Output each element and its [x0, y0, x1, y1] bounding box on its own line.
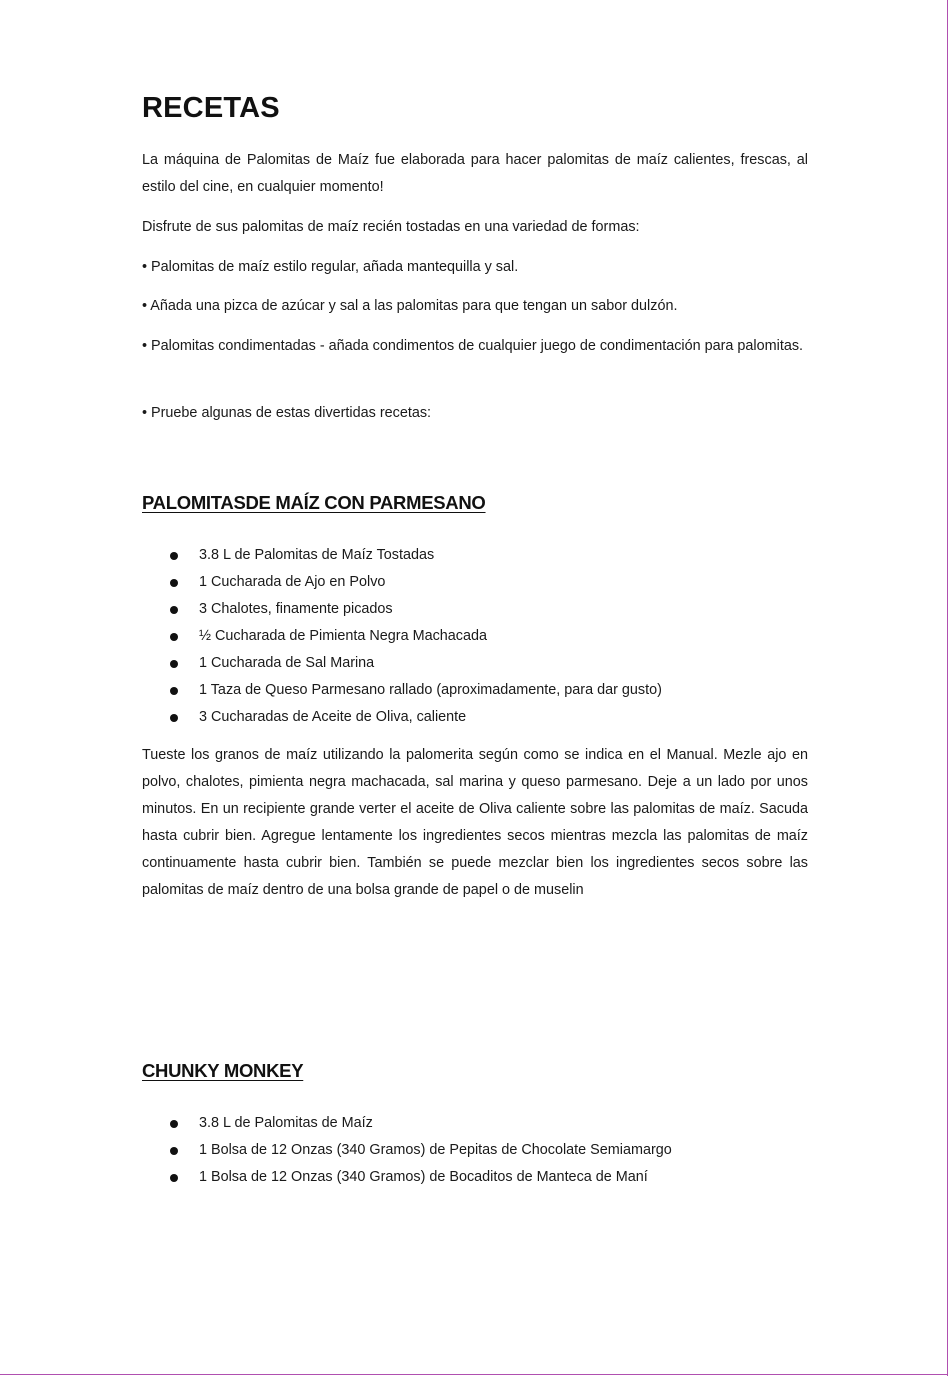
intro-bullet-regular: • Palomitas de maíz estilo regular, añada mantequilla y sal.	[142, 259, 519, 275]
bullet-icon	[170, 1147, 178, 1155]
intro-bullet-seasoned: • Palomitas condimentadas - añada condimentos de cualquier juego de condimentación para palomitas.	[142, 338, 804, 354]
recipe-chunky-monkey-heading: CHUNKY MONKEY	[142, 1060, 304, 1081]
bullet-icon	[170, 660, 178, 668]
recipe-chunky-monkey-ingredients	[142, 1110, 782, 1191]
bullet-icon	[170, 633, 178, 641]
bullet-icon	[170, 714, 178, 722]
page-border-right	[947, 0, 948, 1376]
recipe-parmesan-heading: PALOMITASDE MAÍZ CON PARMESANO	[142, 492, 486, 513]
bullet-icon	[170, 687, 178, 695]
list-item: 1 Cucharada de Ajo en Polvo	[142, 569, 782, 596]
page-title: RECETAS	[142, 92, 280, 124]
page-border-bottom	[0, 1374, 948, 1375]
bullet-icon	[170, 552, 178, 560]
list-item: 3.8 L de Palomitas de Maíz Tostadas	[142, 542, 782, 569]
list-item: 1 Bolsa de 12 Onzas (340 Gramos) de Pepitas de Chocolate Semiamargo	[142, 1137, 782, 1164]
intro-bullet-sweet: • Añada una pizca de azúcar y sal a las palomitas para que tengan un sabor dulzón.	[142, 298, 678, 314]
list-item: 1 Cucharada de Sal Marina	[142, 650, 782, 677]
list-item: 3 Cucharadas de Aceite de Oliva, caliente	[142, 704, 782, 731]
recipe-parmesan-ingredients	[142, 542, 782, 731]
bullet-icon	[170, 1120, 178, 1128]
intro-paragraph-2: Disfrute de sus palomitas de maíz recién tostadas en una variedad de formas:	[142, 219, 640, 235]
bullet-icon	[170, 1174, 178, 1182]
recipe-parmesan-steps: Tueste los granos de maíz utilizando la palomerita según como se indica en el Manual. Mezle ajo en polvo, chalotes, pimienta negra machacada, sal marina y queso parmesano. Deje a un lado por unos minutos. En un recipiente grande verter el aceite de Oliva caliente sobre las palomitas de maíz. Sacuda hasta cubrir bien. Agregue lentamente los ingredientes secos mientras mezcla las palomitas de maíz continuamente hasta cubrir bien. También se puede mezclar bien los ingredientes secos sobre las palomitas de maíz dentro de una bolsa grande de papel o de muselin	[142, 747, 808, 898]
list-item: 1 Taza de Queso Parmesano rallado (aproximadamente, para dar gusto)	[142, 677, 782, 704]
list-item: 3.8 L de Palomitas de Maíz	[142, 1110, 782, 1137]
intro-paragraph-1: La máquina de Palomitas de Maíz fue elaborada para hacer palomitas de maíz calientes, frescas, al estilo del cine, en cualquier momento!	[142, 152, 808, 195]
bullet-icon	[170, 579, 178, 587]
intro-bullet-recipes: • Pruebe algunas de estas divertidas recetas:	[142, 405, 432, 421]
list-item: ½ Cucharada de Pimienta Negra Machacada	[142, 623, 782, 650]
bullet-icon	[170, 606, 178, 614]
list-item: 1 Bolsa de 12 Onzas (340 Gramos) de Bocaditos de Manteca de Maní	[142, 1164, 782, 1191]
list-item: 3 Chalotes, finamente picados	[142, 596, 782, 623]
